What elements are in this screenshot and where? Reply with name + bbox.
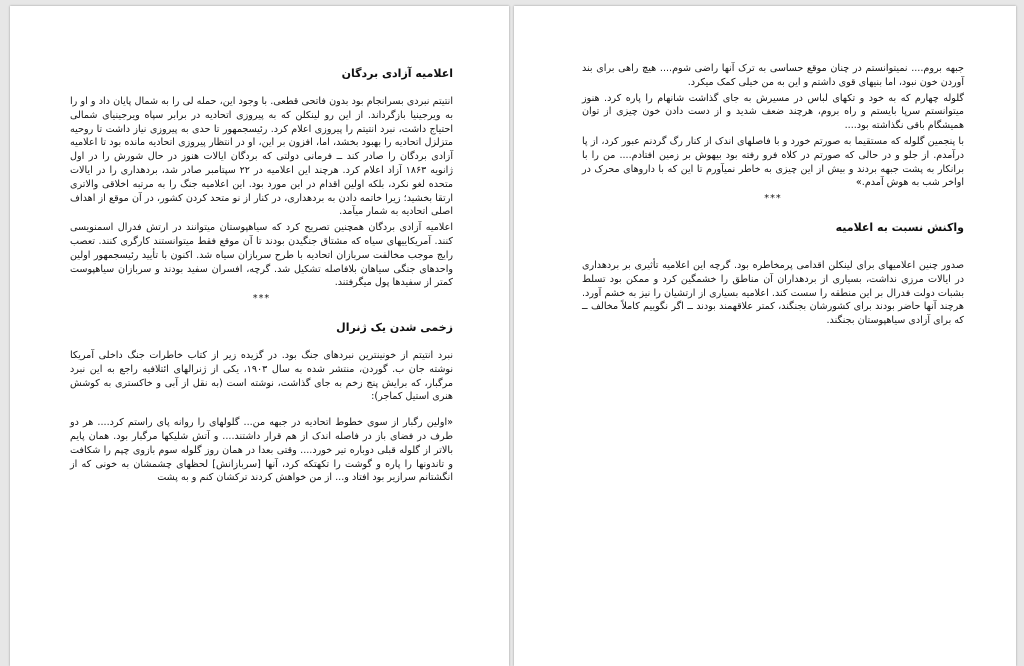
quote-paragraph: گلوله چهارم که به خود و تکهای لباس در مسیرش به جای گذاشت شانهام را پاره کرد. هنوز میتوانستم سرپا بایستم و راه بروم، هرچند ضعف شدید و از دست دادن خون چیزی از توان همیشگام باقی نگذاشته بود.... bbox=[582, 92, 964, 132]
section-separator: *** bbox=[252, 293, 271, 305]
section-heading: واکنش نسبت به اعلامیه bbox=[835, 220, 964, 234]
quote-paragraph: «اولین رگبار از سوی خطوط اتحادیه در جبهه من... گلولهای را روانه پای راستم کرد.... هر دو طرف در فضای باز در فاصله اندک از هم قرار داشتند.... و آتش شلیکها مرگبار بود. همان پایم بالاتر از گلوله قبلی دوباره تیر خورد.... وقتی بعدا در همان روز گلوله سوم بازوی چپم را شکافت و تاندونها را پاره و گوشت را تکهتکه کرد، آنها [سربازانش] لحظهای چشمشان به خونی که از انگشتانم سرازیر بود افتاد و... از من خواهش کردند ترکشان کنم و به پشت bbox=[70, 417, 453, 484]
page-text-body bbox=[70, 62, 453, 487]
spacer bbox=[582, 249, 964, 259]
document-page-right bbox=[514, 6, 1016, 666]
section-heading: زخمی شدن یک ژنرال bbox=[336, 320, 453, 334]
section-heading: اعلامیه آزادی بردگان bbox=[341, 67, 453, 80]
paragraph: صدور چنین اعلامیهای برای لینکلن اقدامی پرمخاطره بود. گرچه این اعلامیه تأثیری بر بردهداری در ایالات مرزی نداشت، بسیاری از بردهداران آن مناطق را خشمگین کرد و ممکن بود تسلط بشبات دولت فدرال بر این منطقه را سست کند. اعلامیه بسیاری از ارتشیان را نیز به خشم آورد. هرچند آنها حاضر بودند برای کشورشان بجنگند، کمتر علاقهمند بودند ــ اگر نگوییم کاملاً مخالف ــ که برای آزادی سیاهپوستان بجنگند. bbox=[582, 259, 964, 327]
quote-paragraph: جبهه بروم.... نمیتوانستم در چنان موقع حساسی به ترک آنها راضی شوم.... هیچ راهی برای بند آوردن خون نبود، اما بنیهای قوی داشتم و این به من خیلی کمک میکرد. bbox=[582, 63, 964, 88]
spacer bbox=[70, 406, 453, 416]
document-page-left bbox=[10, 6, 509, 666]
paragraph: نبرد انتیتم از خونینترین نبردهای جنگ بود. در گزیده زیر از کتاب خاطرات جنگ داخلی آمریکا نوشته جان ب. گوردن، منتشر شده به سال ۱۹۰۳، یکی از ژنرالهای ائتلافیه راجع به این نبرد مرگبار، که برایش پنج زخم به جای گذاشت، نوشته است (به نقل از آبی و خاکستری به کوشش هنری استیل کماجر): bbox=[70, 349, 454, 403]
paragraph: انتیتم نبردی بسرانجام بود بدون فاتحی قطعی. با وجود این، حمله لی را به شمال پایان داد و او را به ویرجینیا بازگرداند. از این رو لینکلن که به پیروزی اتحادیه در برابر سپاه ویرجینیای شمالی احتیاج داشت، نبرد انتیتم را پیروزی اعلام کرد. رئیسجمهور تا حدی به پیروزی نیاز داشت تا روحیه متزلزل اتحادیه را بهبود بخشد، اما، افزون بر این، او در انتظار پیروزی اتحادیه مانده بود تا اعلامیه آزادی بردگان را صادر کند ــ فرمانی دولتی که بردگان ایالات هنوز در حال شورش را در اول ژانویه ۱۸۶۳ آزاد اعلام کرد. هرچند این اعلامیه در ۲۲ سپتامبر صادر شد، بردهداری را در ایالات متحده لغو نکرد، بلکه اولین اقدام در این مورد بود. این اعلامیه جنگ را به مرتبه اخلاقی والاتری ارتقا بخشید؛ زیرا خاتمه دادن به بردهداری، در کنار از نو متحد کردن کشور، در آن موقع از اهداف اصلی اتحادیه به شمار میآمد. bbox=[70, 96, 453, 218]
paragraph: اعلامیه آزادی بردگان همچنین تصریح کرد که سیاهپوستان میتوانند در ارتش فدرال اسمنویسی کنند. آمریکاییهای سیاه که مشتاق جنگیدن بودند تا آن موقع فقط میتوانستند کارگری کنند. تعصب رایج موجب مخالفت سربازان اتحادیه با طرح سربازان سیاه شد. اکنون با تأیید رئیسجمهور اولین واحدهای جنگی سیاهان بلافاصله تشکیل شد. گرچه، افسران سفید بودند و سربازان سیاهپوست کمتر از سفیدها پول میگرفتند. bbox=[70, 222, 453, 289]
quote-paragraph: با پنجمین گلوله که مستقیما به صورتم خورد و با فاصلهای اندک از کنار رگ گردنم عبور کرد، از پا درآمدم. از جلو و در حالی که صورتم در کلاه فرو رفته بود بیهوش بر زمین افتادم.... من را با برانکار به پشت جبهه بردند و بیش از این چیزی به خاطر نمیآورم تا این که با داروهای محرک در اواخر شب به هوش آمدم.» bbox=[582, 135, 964, 189]
page-text-body bbox=[582, 62, 964, 330]
section-separator: *** bbox=[764, 193, 782, 205]
